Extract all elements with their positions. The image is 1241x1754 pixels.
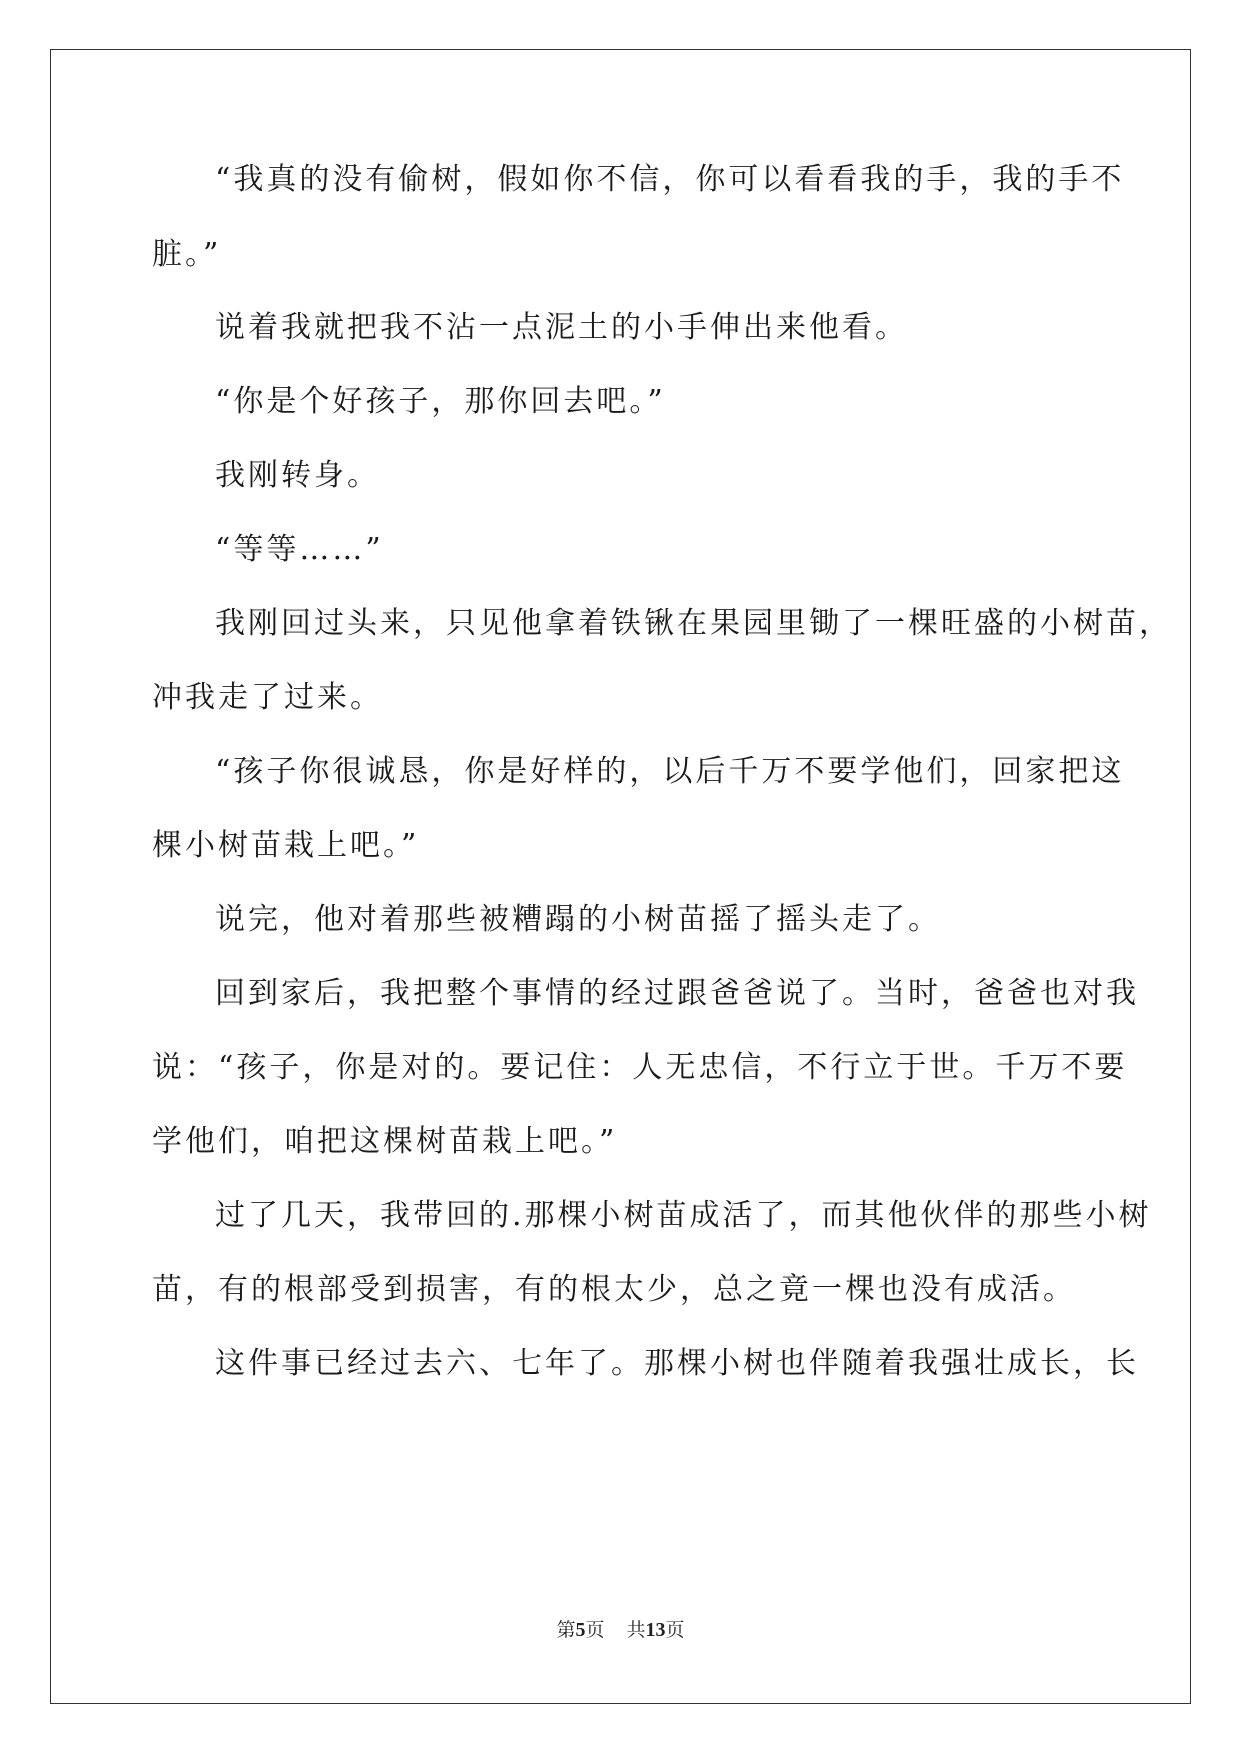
footer-page-number: 5 (575, 1619, 586, 1641)
paragraph-line: 说完，他对着那些被糟蹋的小树苗摇了摇头走了。 (215, 902, 941, 937)
paragraph-line: 学他们，咱把这棵树苗栽上吧。” (152, 1124, 618, 1159)
paragraph-line: 我刚转身。 (215, 458, 380, 493)
paragraph-line: 过了几天，我带回的.那棵小树苗成活了，而其他伙伴的那些小树 (215, 1198, 1152, 1233)
paragraph-line: “你是个好孩子，那你回去吧。” (215, 384, 666, 419)
footer-total-suffix: 页 (665, 1619, 685, 1641)
paragraph-line: “等等……” (215, 532, 384, 567)
paragraph-line: 我刚回过头来，只见他拿着铁锹在果园里锄了一棵旺盛的小树苗， (215, 606, 1172, 641)
footer-page-suffix: 页 (585, 1619, 605, 1641)
paragraph-line: 说着我就把我不沾一点泥土的小手伸出来他看。 (215, 310, 908, 345)
paragraph-line: “孩子你很诚恳，你是好样的，以后千万不要学他们，回家把这 (215, 754, 1125, 789)
paragraph-line: 苗，有的根部受到损害，有的根太少，总之竟一棵也没有成活。 (152, 1272, 1076, 1307)
footer-page-prefix: 第 (556, 1619, 576, 1641)
paragraph-line: 这件事已经过去六、七年了。那棵小树也伴随着我强壮成长，长 (215, 1346, 1139, 1381)
paragraph-line: 棵小树苗栽上吧。” (152, 828, 420, 863)
page-number-footer (0, 1618, 1241, 1642)
page-border (50, 49, 1191, 1704)
footer-total-prefix: 共 (626, 1619, 646, 1641)
paragraph-line: 脏。” (152, 237, 222, 272)
paragraph-line: 说：“孩子，你是对的。要记住：人无忠信，不行立于世。千万不要 (152, 1050, 1128, 1085)
footer-total-pages: 13 (645, 1619, 666, 1641)
paragraph-line: “我真的没有偷树，假如你不信，你可以看看我的手，我的手不 (215, 162, 1125, 197)
paragraph-line: 回到家后，我把整个事情的经过跟爸爸说了。当时，爸爸也对我 (215, 976, 1139, 1011)
paragraph-line: 冲我走了过来。 (152, 680, 383, 715)
